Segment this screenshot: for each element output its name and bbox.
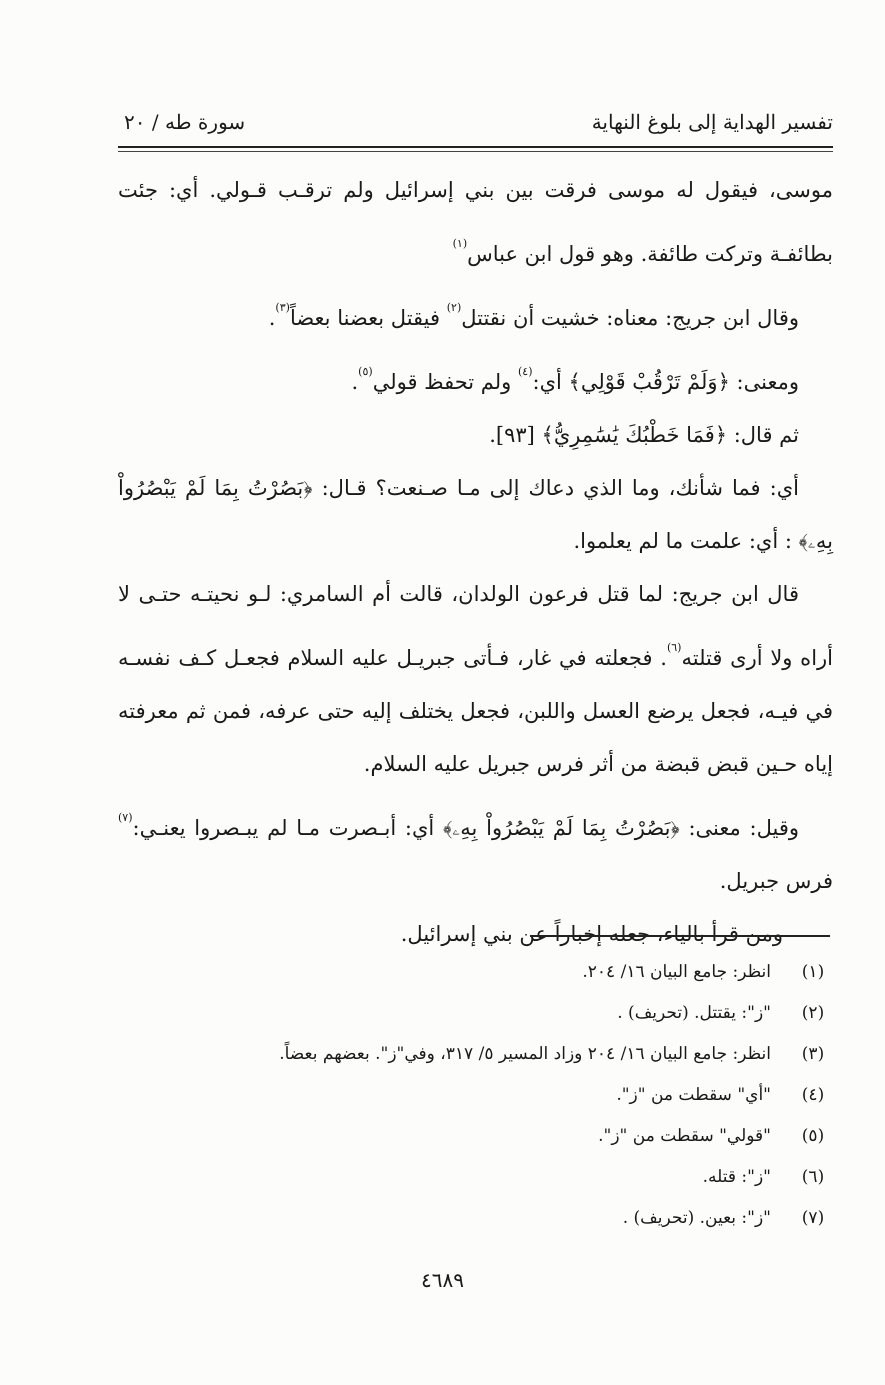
footnote-number: (٢) bbox=[801, 1003, 825, 1023]
paragraph-5: أي: فما شأنك، وما الذي دعاك إلى مـا صـنعت؟ قـال: ﴿بَصُرْتُ بِمَا لَمْ يَبْصُرُواْ بِهِۦ﴾ : أي: علمت ما لم يعلموا. bbox=[118, 476, 833, 553]
paragraph-8: ومن قرأ بالياء، جعله إخباراً عن بني إسرائيل. bbox=[400, 922, 783, 946]
paragraph-2: وقال ابن جريج: معناه: خشيت أن نقتتل$^{(٢)}$ فيقتل بعضنا بعضاً$^{(٣)}$. bbox=[268, 301, 799, 330]
footnote-number: (٥) bbox=[801, 1126, 825, 1146]
footnote-separator bbox=[530, 935, 830, 937]
footnote-text: "ز": قتله. bbox=[702, 1167, 771, 1187]
footnote-ref-2: (٢) bbox=[446, 301, 462, 314]
header-rule-thick bbox=[118, 146, 833, 148]
footnotes bbox=[118, 962, 833, 1249]
footnote-text: انظر: جامع البيان ١٦/ ٢٠٤ وزاد المسير ٥/ ٣١٧، وفي"ز". بعضهم بعضاً. bbox=[279, 1044, 771, 1064]
footnote-text: "أي" سقطت من "ز". bbox=[616, 1085, 771, 1105]
paragraph-7: وقيل: معنى: ﴿بَصُرْتُ بِمَا لَمْ يَبْصُرُواْ بِهِۦ﴾ أي: أبـصرت مـا لم يبـصروا يعنـي:$^{(٧)}$ فرس جبريل. bbox=[118, 811, 833, 893]
footnote bbox=[118, 1085, 833, 1126]
paragraph-6: قال ابن جريج: لما قتل فرعون الولدان، قالت أم السامري: لـو نحيتـه حتـى لا أراه ولا أرى قتلته$^{(٦)}$. فجعلته في غار، فـأتى جبريـل عليه السلام فجعـل كـف نفسـه في فيـه، فجعل يرضع العسل واللبن، فجعل يختلف إليه حتى عرفه، فمن ثم معرفته إياه حـين قبض قبضة من أثر فرس جبريل عليه السلام. bbox=[118, 582, 833, 776]
footnote bbox=[118, 1003, 833, 1044]
paragraph-4: ثم قال: ﴿فَمَا خَطْبُكَ يَٰسَٰمِرِيُّ﴾ [٩٣]. bbox=[489, 423, 799, 447]
footnote-ref-4: (٤) bbox=[517, 365, 533, 378]
footnote-number: (٤) bbox=[801, 1085, 825, 1105]
footnote bbox=[118, 1126, 833, 1167]
footnote-text: "قولي" سقطت من "ز". bbox=[598, 1126, 771, 1146]
running-header bbox=[118, 110, 833, 144]
footnote-ref-3: (٣) bbox=[275, 301, 290, 314]
footnote-ref-7: (٧) bbox=[118, 811, 133, 824]
footnote-text: "ز": بعين. (تحريف) . bbox=[622, 1208, 771, 1228]
footnote bbox=[118, 1167, 833, 1208]
paragraph-3: ومعنى: ﴿وَلَمْ تَرْقُبْ قَوْلِي﴾ أي:$^{(٤)}$ ولم تحفظ قولي$^{(٥)}$. bbox=[351, 365, 799, 394]
footnote-number: (١) bbox=[801, 962, 825, 982]
surah-reference: سورة طه / ٢٠ bbox=[124, 110, 246, 134]
footnote bbox=[118, 1208, 833, 1249]
footnote-text: انظر: جامع البيان ١٦/ ٢٠٤. bbox=[582, 962, 771, 982]
header-rule-thin bbox=[118, 151, 833, 152]
footnote-ref-1: (١) bbox=[452, 237, 468, 250]
footnote bbox=[118, 1044, 833, 1085]
footnote-ref-5: (٥) bbox=[358, 365, 373, 378]
footnote-text: "ز": يقتتل. (تحريف) . bbox=[617, 1003, 771, 1023]
footnote-number: (٧) bbox=[801, 1208, 825, 1228]
book-title: تفسير الهداية إلى بلوغ النهاية bbox=[591, 110, 833, 134]
footnote-number: (٣) bbox=[801, 1044, 825, 1064]
paragraph-1: موسى، فيقول له موسى فرقت بين بني إسرائيل ولم ترقـب قـولي. أي: جئت بطائفـة وتركت طائفة. وهو قول ابن عباس$^{(١)}$ bbox=[118, 178, 833, 266]
page-number: ٤٦٨٩ bbox=[421, 1268, 464, 1292]
footnote-number: (٦) bbox=[801, 1167, 825, 1187]
main-text bbox=[118, 164, 833, 961]
footnote bbox=[118, 962, 833, 1003]
footnote-ref-6: (٦) bbox=[666, 641, 682, 654]
